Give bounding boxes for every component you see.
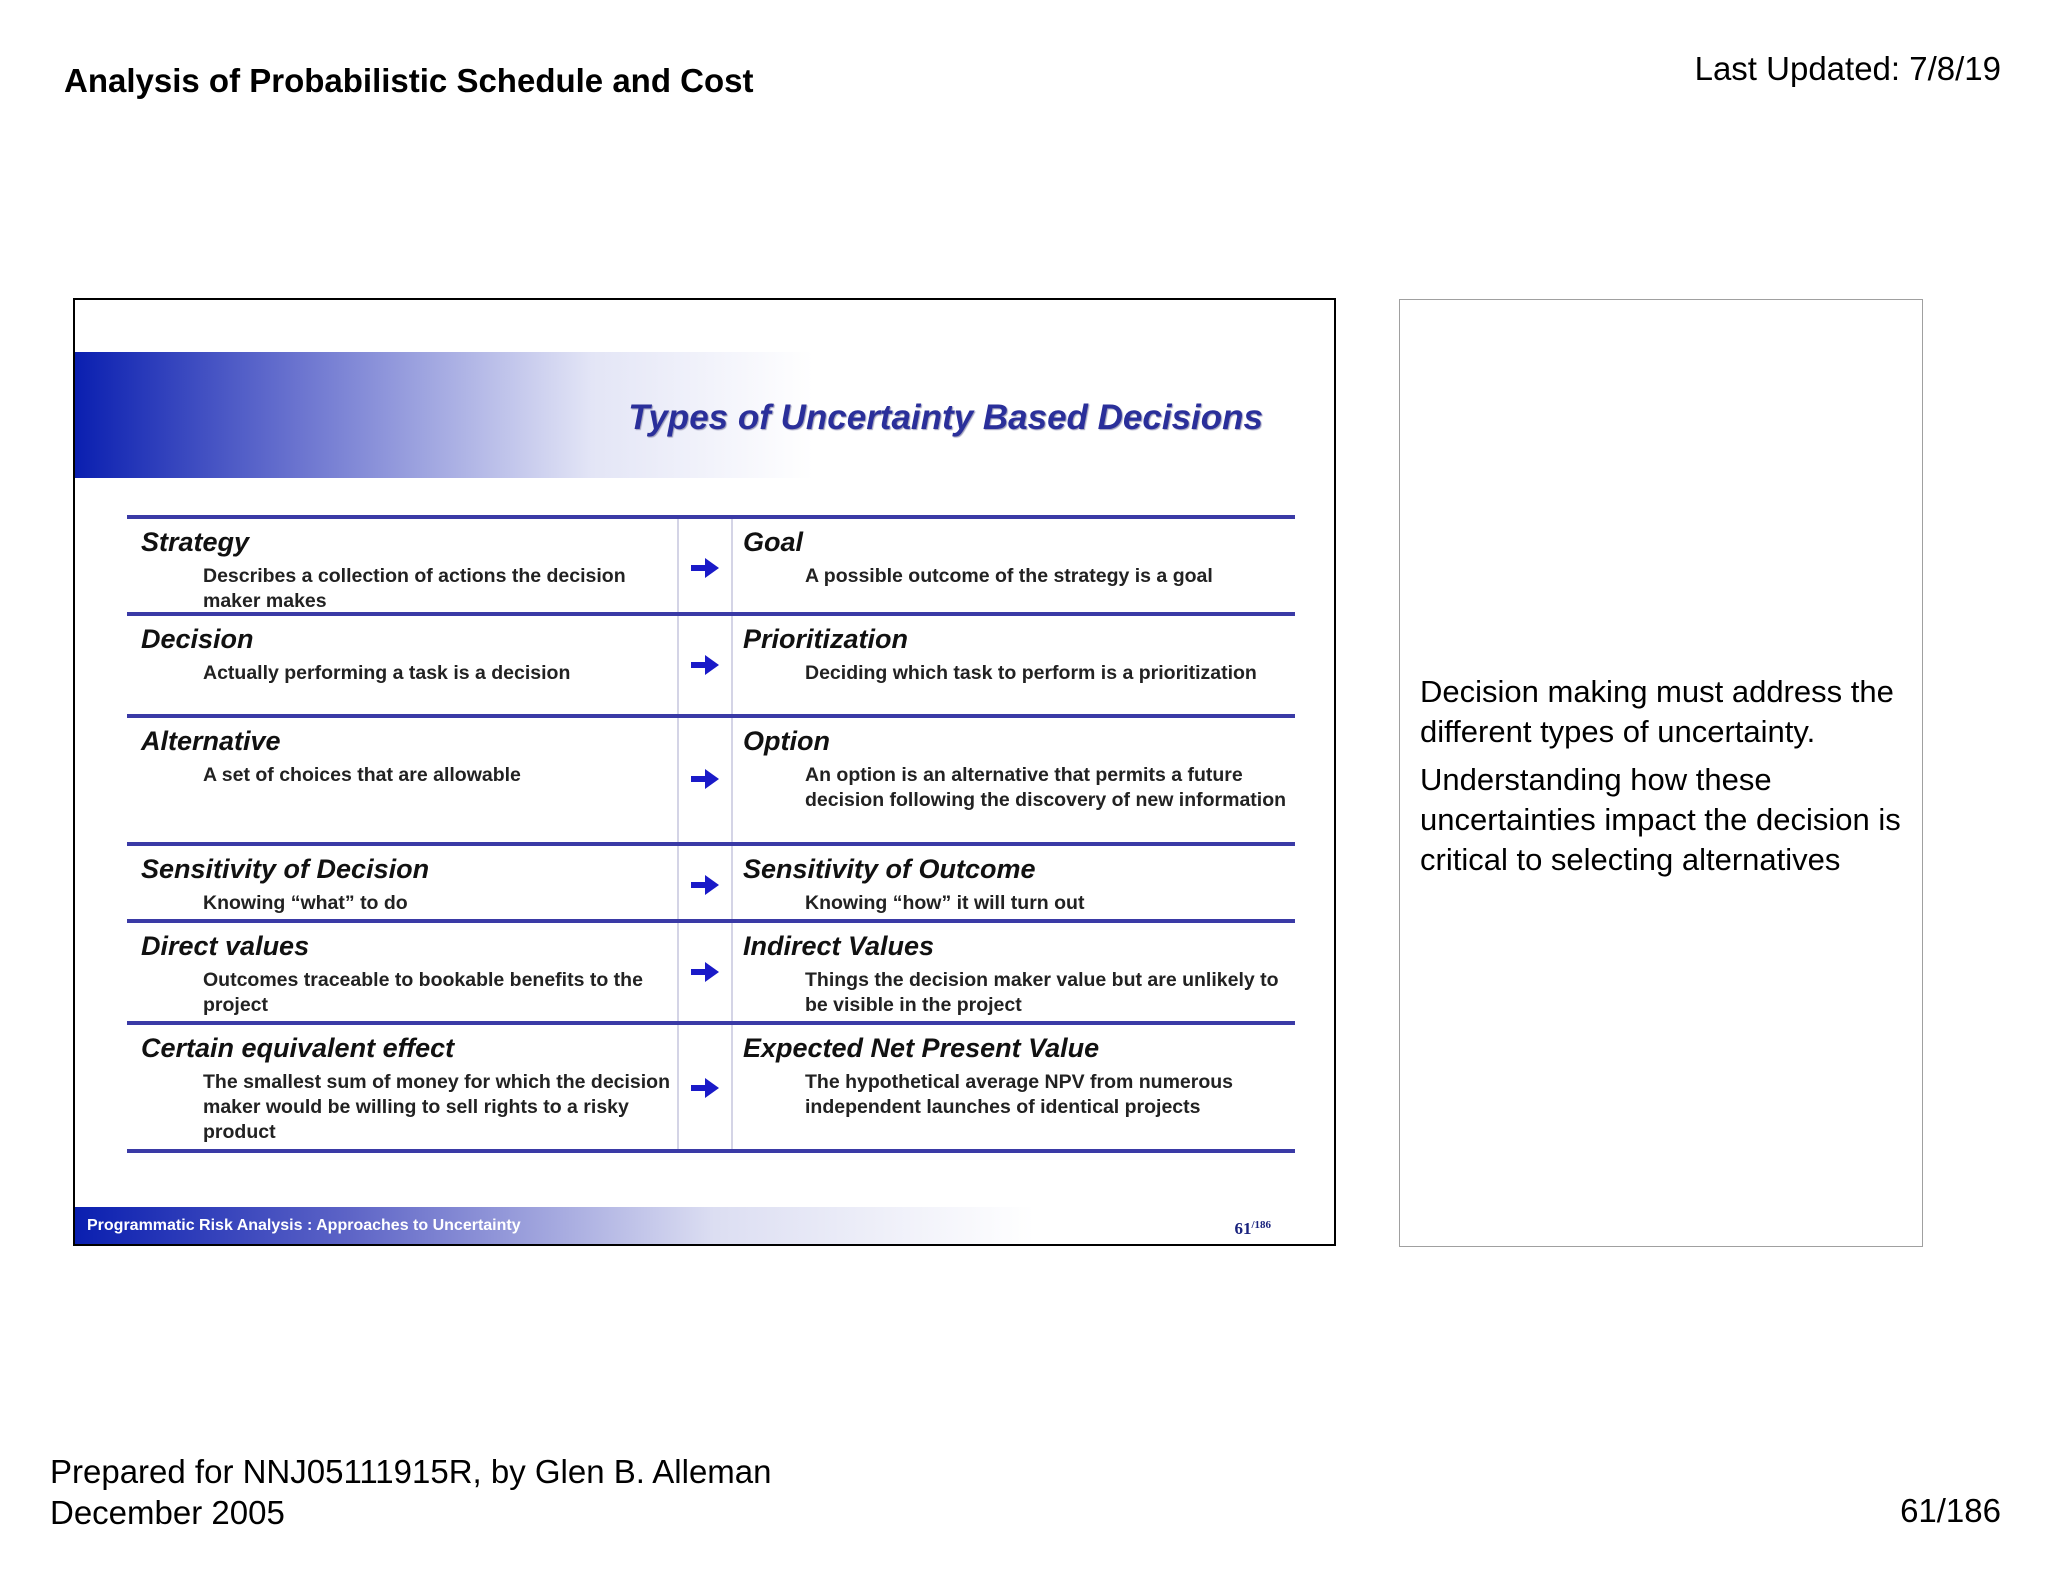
- right-description: The hypothetical average NPV from numerous independent launches of identical projects: [805, 1071, 1234, 1118]
- right-description: An option is an alternative that permits a future decision following the discovery of new information: [805, 764, 1287, 811]
- right-arrow-icon: [687, 1075, 723, 1101]
- right-term: Option: [743, 726, 830, 756]
- slide-footer-text: Programmatic Risk Analysis : Approaches to Uncertainty: [87, 1217, 521, 1234]
- right-term: Indirect Values: [743, 931, 935, 961]
- left-description: Describes a collection of actions the decision maker makes: [203, 565, 626, 612]
- table-row: [127, 1025, 1295, 1153]
- table-row: [127, 515, 1295, 616]
- uncertainty-table: [127, 515, 1295, 1153]
- table-row: [127, 616, 1295, 718]
- slide-header-banner: [75, 352, 1305, 478]
- right-arrow-icon: [687, 652, 723, 678]
- notes-panel: [1399, 299, 1923, 1247]
- right-arrow-icon: [687, 872, 723, 898]
- page-number: 61/186: [1900, 1492, 2001, 1529]
- slide-image: [73, 298, 1336, 1246]
- slide-number: $61^{/186}$: [1234, 1219, 1271, 1238]
- notes-paragraph: Decision making must address the different types of uncertainty.: [1420, 674, 1894, 749]
- slide-footer-banner: [75, 1207, 1305, 1246]
- left-term: Sensitivity of Decision: [141, 854, 430, 884]
- left-term: Strategy: [141, 527, 250, 557]
- left-term: Direct values: [141, 931, 310, 961]
- right-description: Things the decision maker value but are unlikely to be visible in the project: [805, 969, 1279, 1016]
- right-description: Deciding which task to perform is a prioritization: [805, 662, 1257, 684]
- slide-title: Types of Uncertainty Based Decisions: [628, 398, 1263, 437]
- right-description: A possible outcome of the strategy is a goal: [805, 565, 1213, 587]
- prepared-date: December 2005: [50, 1494, 285, 1531]
- prepared-line: Prepared for NNJ05111915R, by Glen B. Alleman: [50, 1453, 772, 1490]
- left-description: Actually performing a task is a decision: [203, 662, 571, 684]
- left-description: Knowing “what” to do: [203, 892, 408, 914]
- left-description: A set of choices that are allowable: [203, 764, 521, 786]
- right-description: Knowing “how” it will turn out: [805, 892, 1085, 914]
- table-row: [127, 846, 1295, 923]
- right-arrow-icon: [687, 766, 723, 792]
- left-term: Certain equivalent effect: [141, 1033, 455, 1063]
- right-arrow-icon: [687, 959, 723, 985]
- right-arrow-icon: [687, 555, 723, 581]
- table-row: [127, 923, 1295, 1025]
- left-term: Alternative: [141, 726, 281, 756]
- right-term: Sensitivity of Outcome: [743, 854, 1036, 884]
- prepared-by: [50, 1451, 772, 1533]
- right-term: Expected Net Present Value: [743, 1033, 1100, 1063]
- page-title: Analysis of Probabilistic Schedule and Cost: [64, 62, 754, 99]
- right-term: Prioritization: [743, 624, 909, 654]
- last-updated-date: Last Updated: 7/8/19: [1694, 50, 2001, 87]
- notes-paragraph: Understanding how these uncertainties impact the decision is critical to selecting alternatives: [1420, 762, 1901, 877]
- table-row: [127, 718, 1295, 846]
- right-term: Goal: [743, 527, 804, 557]
- left-term: Decision: [141, 624, 254, 654]
- left-description: The smallest sum of money for which the decision maker would be willing to sell rights to a risky product: [203, 1071, 671, 1143]
- left-description: Outcomes traceable to bookable benefits to the project: [203, 969, 643, 1016]
